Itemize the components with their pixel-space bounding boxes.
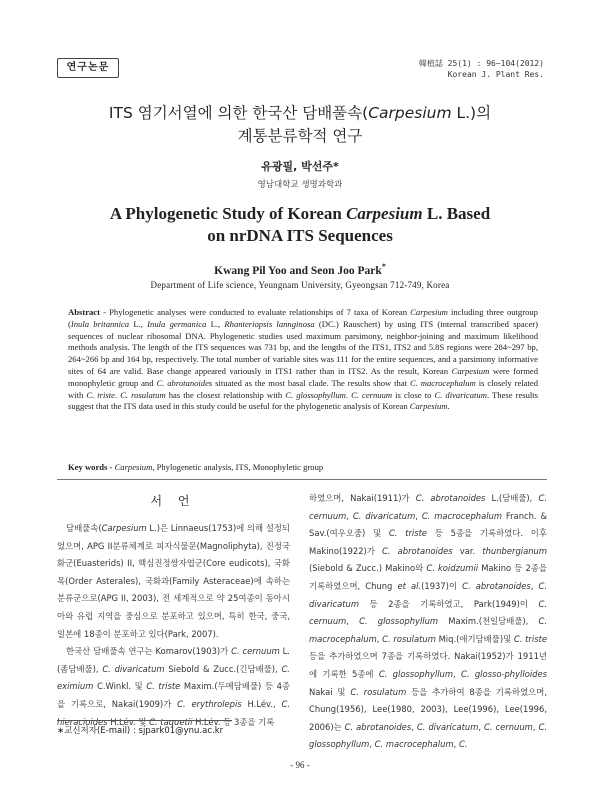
corresponding-author-mark: * [381,262,386,271]
journal-volume-line: 韓植誌 25(1) : 96~104(2012) [418,59,544,68]
keywords: Key words - Carpesium, Phylogenetic analysis, ITS, Monophyletic group [68,462,324,472]
page-number: - 96 - [290,760,310,770]
paragraph: 한국산 담배풀속 연구는 Komarov(1903)가 C. cernuum L.(좀담배풀), C. divaricatum Siebold & Zucc.(긴담배풀), C. eximium C.Winkl. 및 C. triste Maxim.(두메담배풀) 등 4종을 기록으로, Nakai(1909)가 C. erythrolepis H.Lév., C. hieracioides H.Lév. 및 C. taquetii H.Lév. 등 3종을 기록 [57,646,290,727]
body-column-right [309,490,547,754]
english-authors: Kwang Pil Yoo and Seon Joo Park* [214,262,386,277]
korean-affiliation: 영남대학교 생명과학과 [257,180,343,190]
paragraph: 하였으며, Nakai(1911)가 C. abrotanoides L.(담배풀), C. cernuum, C. divaricatum, C. macrocephalum Franch. & Sav.(여우오줌) 및 C. triste 등 5종을 기록하였다. 이후 Makino(1922)가 C. abrotanoides var. thunbergianum (Siebold & Zucc.) Makino와 C. koidzumii Makino 등 2종을 기록하였으며, Chung et al.(1937)이 C. abrotanoides, C. divaricatum 등 2종을 기록하였고, Park(1949)이 C. cernuum, C. glossophyllum Maxim.(천일담배풀), C. macrocephalum, C. rosulatum Miq.(애기담배풀)및 C. triste 등을 추가하였으며 7종을 기록하였다. Nakai(1952)가 1911년에 기록한 5종에 C. glossophyllum, C. glosso-phylloides Nakai 및 C. rosulatum 등을 추가하여 8종을 기록하였으며, Chung(1956), Lee(1980, 2003), Lee(1996), Lee(1996, 2006)는 C. abrotanoides, C. divaricatum, C. cernuum, C. glossophyllum, C. macrocephalum, C. [309,493,548,750]
section-divider [57,479,547,480]
journal-citation [419,58,544,80]
footnote-divider [57,720,232,721]
journal-name-line: Korean J. Plant Res. [447,70,544,79]
body-column-left [57,520,290,731]
article-type-badge: 연구논문 [57,58,119,78]
korean-title: ITS 염기서열에 의한 한국산 담배풀속(Carpesium L.)의 계통분류학적 연구 [108,104,492,145]
section-heading-introduction: 서 언 [150,494,196,508]
genus-name: Carpesium [346,204,423,223]
abstract: Abstract - Phylogenetic analyses were conducted to evaluate relationships of 7 taxa of Korean Carpesium including three outgroup (Inula britannica L., Inula germanica L., Rhanteriopsis lannginosa (DC.) Rauschert) by using ITS (internal transcribed spacer) sequences of nuclear ribosomal DNA. Phylogenetic studies used maximum parsimony, neighbor-joining and maximum likelihood methods analysis. The length of the ITS sequences was 731 bp, and the lengths of the ITS1, ITS2 and 5.8S regions were 284~297 bp, 264~266 bp and 164 bp, respectively. The total number of variable sites was 111 for the entire sequences, and a parsimony informative sites of 64 are valid. Base change appeared variously in ITS1 rather than in ITS2. As the result, Korean Carpesium were formed monophyletic group and C. abrotanoides situated as the most basal clade. The results show that C. macrocephalum is closely related with C. triste. C. rosulatum has the closest relationship with C. glossophyllum. C. cernuum is close to C. divaricatum. These results suggest that the ITS data used in this study could be useful for the phylogenetic analysis of Korean Carpesium. [68,307,539,412]
genus-name: Carpesium [368,104,452,122]
paragraph: 담배풀속(Carpesium L.)은 Linnaeus(1753)에 의해 설정되었으며, APG II분류체계로 피자식물문(Magnoliphyta), 진정국화군(Euasterids) II, 핵심진정쌍자엽군(Core eudicots), 국화목(Order Asterales), 국화과(Family Asteraceae)에 속하는 분류군으로(APG II, 2003), 전 세계적으로 약 25여종이 동아시아와 유럽 지역을 중심으로 분포하고 있으며, 특히 한국, 중국, 일본에 18종이 분포하고 있다(Park, 2007). [57,523,290,639]
corresponding-author-footnote: ∗교신저자(E-mail) : sjpark01@ynu.ac.kr [57,726,224,736]
english-affiliation: Department of Life science, Yeungnam University, Gyeongsan 712-749, Korea [150,280,450,290]
korean-authors: 유광필, 박선주* [261,160,339,173]
english-title: A Phylogenetic Study of Korean Carpesium L. Based on nrDNA ITS Sequences [109,204,491,245]
